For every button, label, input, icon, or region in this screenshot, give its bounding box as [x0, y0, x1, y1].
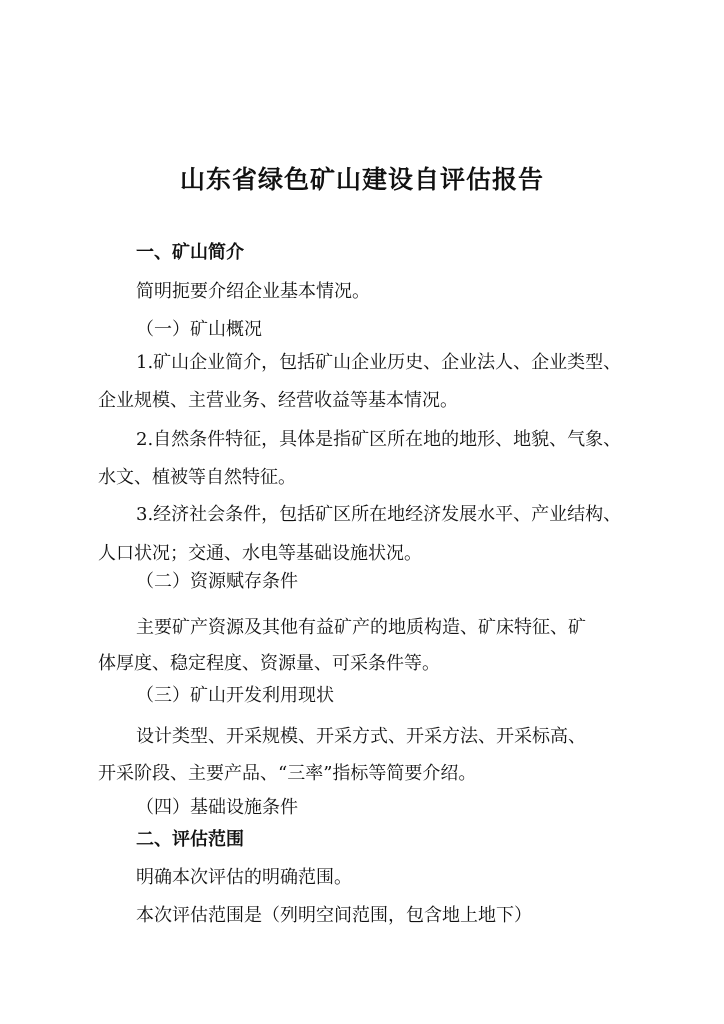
subsection-heading-mine-overview: （一）矿山概况 — [136, 319, 262, 340]
paragraph-line: 本次评估范围是（列明空间范围，包含地上地下） — [136, 905, 532, 926]
paragraph-line: 2.自然条件特征，具体是指矿区所在地的地形、地貌、气象、 — [136, 429, 622, 450]
paragraph-line: 开采阶段、主要产品、“三率”指标等简要介绍。 — [98, 763, 477, 784]
subsection-heading-development-status: （三）矿山开发利用现状 — [136, 685, 334, 706]
subsection-heading-infrastructure: （四）基础设施条件 — [136, 797, 298, 818]
paragraph-line: 水文、植被等自然特征。 — [98, 467, 296, 488]
document-title: 山东省绿色矿山建设自评估报告 — [179, 165, 544, 194]
paragraph-line: 企业规模、主营业务、经营收益等基本情况。 — [98, 390, 458, 411]
paragraph-line: 3.经济社会条件，包括矿区所在地经济发展水平、产业结构、 — [136, 504, 622, 525]
paragraph-line: 明确本次评估的明确范围。 — [136, 867, 352, 888]
subsection-heading-resources: （二）资源赋存条件 — [136, 571, 298, 592]
paragraph-line: 体厚度、稳定程度、资源量、可采条件等。 — [98, 653, 440, 674]
paragraph-line: 设计类型、开采规模、开采方式、开采方法、开采标高、 — [136, 726, 586, 747]
paragraph-line: 1.矿山企业简介，包括矿山企业历史、企业法人、企业类型、 — [136, 352, 622, 373]
paragraph-line: 人口状况；交通、水电等基础设施状况。 — [98, 543, 422, 564]
paragraph-line: 主要矿产资源及其他有益矿产的地质构造、矿床特征、矿 — [136, 617, 586, 638]
paragraph-line: 简明扼要介绍企业基本情况。 — [136, 281, 370, 302]
section-heading-assessment-scope: 二、评估范围 — [136, 829, 244, 850]
section-heading-mine-intro: 一、矿山简介 — [136, 242, 244, 263]
